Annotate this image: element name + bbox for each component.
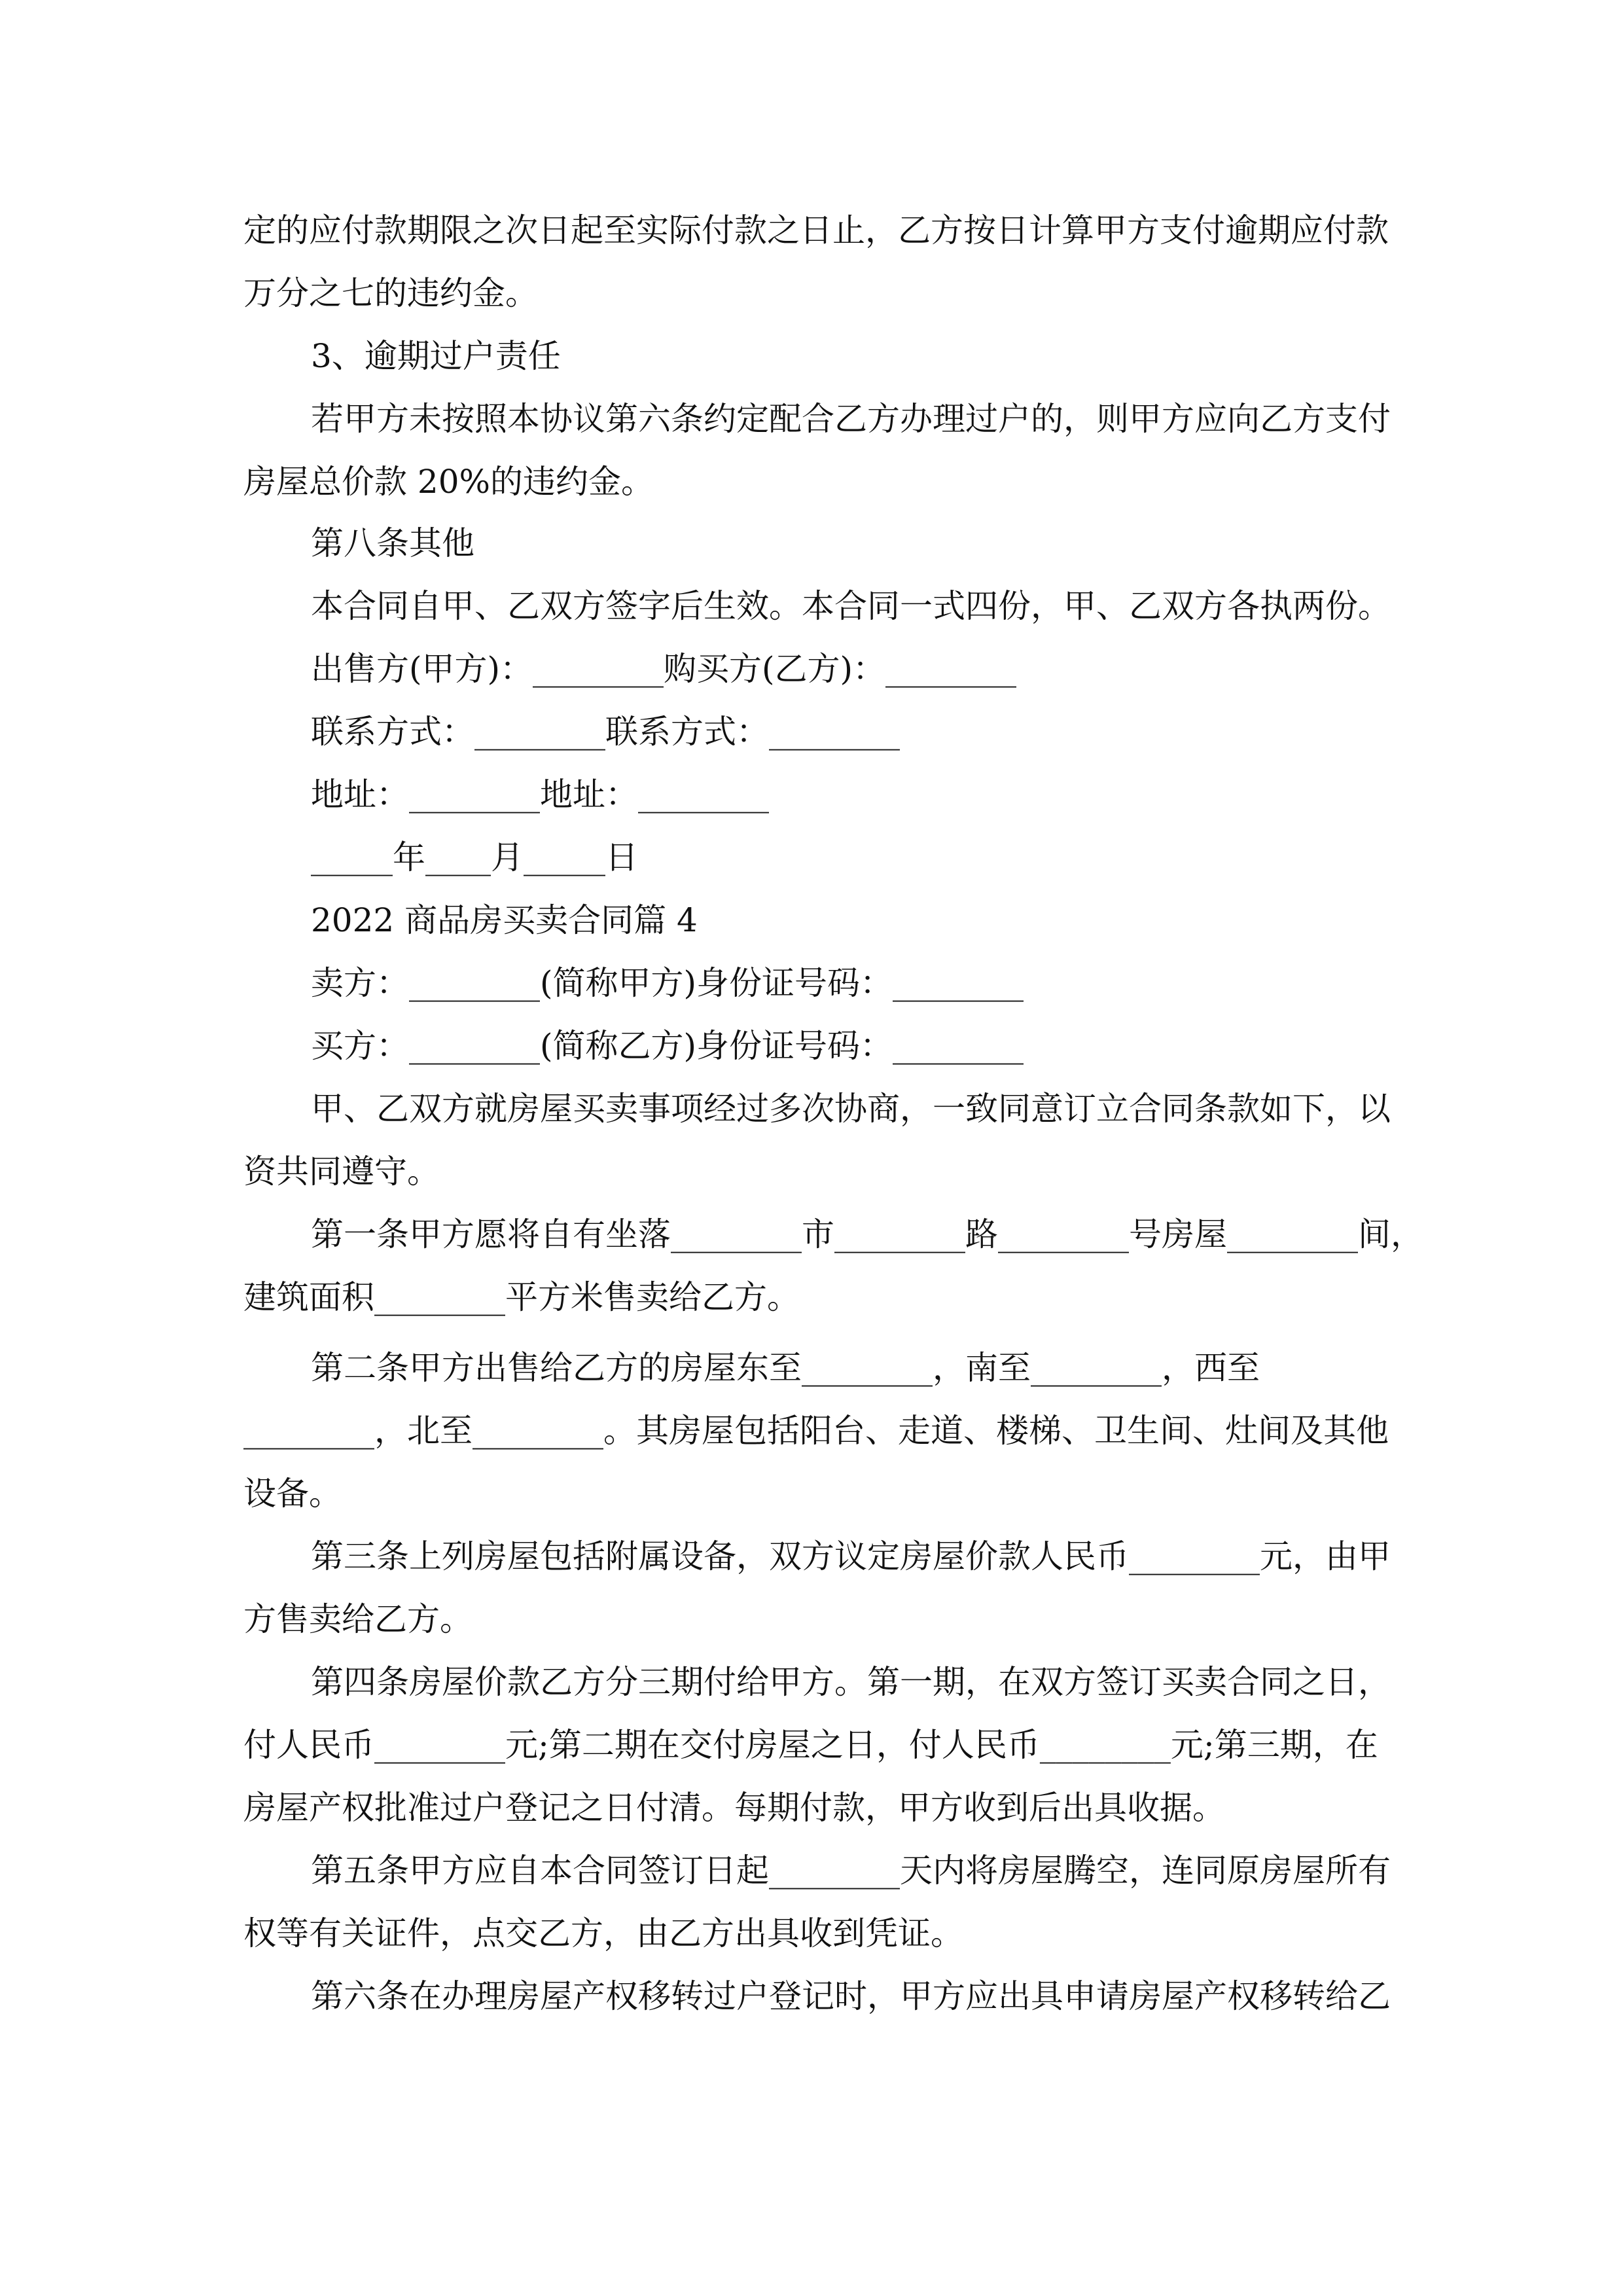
clause-2: 第二条甲方出售给乙方的房屋东至________，南至________，西至: [311, 1349, 1260, 1387]
signature-line-contact: 联系方式：________联系方式：________: [311, 713, 900, 751]
text-line: ________，北至________。其房屋包括阳台、走道、楼梯、卫生间、灶间及其他: [243, 1412, 1389, 1450]
text-line: 若甲方未按照本协议第六条约定配合乙方办理过户的，则甲方应向乙方支付: [311, 400, 1391, 438]
text-line: 方售卖给乙方。: [243, 1600, 473, 1638]
clause-1: 第一条甲方愿将自有坐落________市________路________号房屋________间，: [311, 1215, 1423, 1253]
text-line: 甲、乙双方就房屋买卖事项经过多次协商，一致同意订立合同条款如下，以: [311, 1090, 1391, 1128]
clause-4: 第四条房屋价款乙方分三期付给甲方。第一期，在双方签订买卖合同之日，: [311, 1663, 1391, 1701]
text-line: 房屋产权批准过户登记之日付清。每期付款，甲方收到后出具收据。: [243, 1789, 1225, 1827]
text-line: 定的应付款期限之次日起至实际付款之日止，乙方按日计算甲方支付逾期应付款: [243, 211, 1389, 249]
signature-line-address: 地址：________地址：________: [311, 776, 769, 814]
text-line: 建筑面积________平方米售卖给乙方。: [243, 1278, 800, 1316]
section-heading: 3、逾期过户责任: [311, 337, 561, 375]
text-line: 万分之七的违约金。: [243, 274, 538, 312]
text-line: 设备。: [243, 1475, 342, 1513]
clause-6: 第六条在办理房屋产权移转过户登记时，甲方应出具申请房屋产权移转给乙: [311, 1977, 1391, 2015]
text-line: 房屋总价款 20%的违约金。: [243, 463, 654, 501]
buyer-line: 买方：________(简称乙方)身份证号码：________: [311, 1027, 1024, 1065]
text-line: 权等有关证件，点交乙方，由乙方出具收到凭证。: [243, 1914, 963, 1952]
text-line: 本合同自甲、乙双方签字后生效。本合同一式四份，甲、乙双方各执两份。: [311, 587, 1391, 625]
clause-5: 第五条甲方应自本合同签订日起________天内将房屋腾空，连同原房屋所有: [311, 1852, 1391, 1890]
document-title: 2022 商品房买卖合同篇 4: [311, 901, 698, 939]
clause-3: 第三条上列房屋包括附属设备，双方议定房屋价款人民币________元，由甲: [311, 1537, 1391, 1575]
seller-line: 卖方：________(简称甲方)身份证号码：________: [311, 964, 1024, 1002]
text-line: 资共同遵守。: [243, 1153, 440, 1191]
signature-line-parties: 出售方(甲方)：________购买方(乙方)：________: [311, 650, 1017, 688]
text-line: 付人民币________元;第二期在交付房屋之日，付人民币________元;第三期，在: [243, 1726, 1378, 1764]
date-line: _____年____月_____日: [311, 838, 638, 876]
section-heading: 第八条其他: [311, 524, 474, 562]
